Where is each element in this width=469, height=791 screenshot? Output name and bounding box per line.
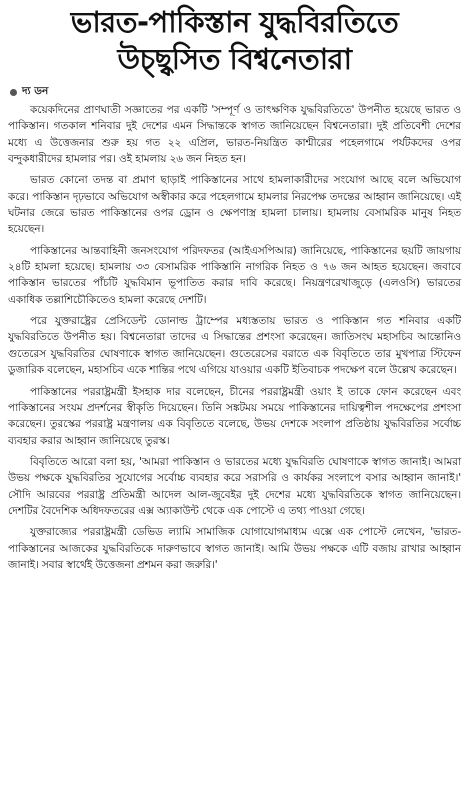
paragraph-6: বিবৃতিতে আরো বলা হয়, 'আমরা পাকিস্তান ও ভারতের মধ্যে যুদ্ধবিরতি ঘোষণাকে স্বাগত জানাই। আমরা উভয় পক্ষকে যুদ্ধবিরতির সুযোগের সর্বোচ্চ ব্যবহার করে সরাসরি ও কার্যকর সংলাপে বসার আহ্বান জানাই।' সৌদি আরবের পররাষ্ট্র প্রতিমন্ত্রী আদেল আল-জুবেইর দুই দেশের মধ্যে যুদ্ধবিরতিকে স্বাগত জানিয়েছেন। দেশটির বৈদেশিক অধিদফতরের এক্স অ্যাকাউন্ট থেকে এক পোস্টে এ তথ্য পাওয়া গেছে।: [8, 455, 461, 517]
headline-line-2: উচ্ছ্বসিত বিশ্বনেতারা: [117, 42, 352, 76]
paragraph-1: কয়েকদিনের প্রাণঘাতী সজ্ঞাতের পর একটি 'সম্পূর্ণ ও তাৎক্ষণিক যুদ্ধবিরতিতে' উপনীত হয়েছে ভারত ও পাকিস্তান। গতকাল শনিবার দুই দেশের এমন সিদ্ধান্তকে স্বাগত জানিয়েছেন বিশ্বনেতারা। দুই প্রতিবেশী দেশের মধ্যে এ উত্তেজনার শুরু হয় গত ২২ এপ্রিল, ভারত-নিয়ন্ত্রিত কাশ্মীরের পহেলগামে পর্যটকদের ওপর বন্দুকধারীদের হামলার পর। ওই হামলায় ২৬ জন নিহত হন।: [8, 104, 461, 166]
byline: [10, 84, 461, 100]
paragraph-2: ভারত কোনো তদন্ত বা প্রমাণ ছাড়াই পাকিস্তানের সাথে হামলাকারীদের সংযোগ আছে বলে অভিযোগ করে। পাকিস্তান দৃঢ়ভাবে অভিযোগ অস্বীকার করে পহেলগামে হামলার নিরপেক্ষ তদন্তের আহ্বান জানিয়েছে। এই ঘটনার জেরে ভারত পাকিস্তানের ওপর ড্রোন ও ক্ষেপণাস্ত্র হামলা চালায়। হামলায় বেসামরিক মানুষ নিহত হয়েছেন।: [8, 174, 461, 236]
paragraph-3: পাকিস্তানের আন্তবাহিনী জনসংযোগ পরিদফতর (আইএসপিআর) জানিয়েছে, পাকিস্তানের ছয়টি জায়গায় ২৪টি হামলা হয়েছে। হামলায় ৩৩ বেসামরিক পাকিস্তানি নাগরিক নিহত ও ৭৬ জন আহত হয়েছেন। জবাবে পাকিস্তান ভারতের পাঁচটি যুদ্ধবিমান ভূপাতিত করার দাবি করেছে। নিয়ন্ত্রণরেখাজুড়ে (এলওসি) ভারতের একাধিক তল্লাশিচৌকিতেও হামলা করেছে দেশটি।: [8, 244, 461, 306]
paragraph-5: পাকিস্তানের পররাষ্ট্রমন্ত্রী ইসহাক দার বলেছেন, চীনের পররাষ্ট্রমন্ত্রী ওয়াং ই তাকে ফোন করেছেন এবং পাকিস্তানের সংযম প্রদর্শনের স্বীকৃতি দিয়েছেন। তিনি সঙ্কটময় সময়ে পাকিস্তানের দায়িত্বশীল পদক্ষেপের প্রশংসা করেছেন। তুরস্কের পররাষ্ট্র মন্ত্রণালয় এক বিবৃতিতে বলেছে, উভয় দেশকে সংলাপ প্রতিষ্ঠায় যুদ্ধবিরতির সর্বোচ্চ ব্যবহার করার আহ্বান জানিয়েছে তুরস্ক।: [8, 385, 461, 447]
article-body: [8, 102, 461, 573]
paragraph-7: যুক্তরাজ্যের পররাষ্ট্রমন্ত্রী ডেভিড ল্যামি সামাজিক যোগাযোগমাধ্যম এক্সে এক পোস্টে লেখেন, 'ভারত-পাকিস্তানের আজকের যুদ্ধবিরতিকে দারুণভাবে স্বাগত জানাই। আমি উভয় পক্ষকে এটি বজায় রাখার আহ্বান জানাই। সবার স্বার্থেই উত্তেজনা প্রশমন করা জরুরি।': [8, 526, 461, 571]
bullet-dot-icon: [10, 89, 17, 96]
headline-line-1: ভারত-পাকিস্তান যুদ্ধবিরতিতে: [70, 5, 399, 39]
source-label: দ্য ডন: [22, 84, 49, 97]
article-headline: [8, 4, 461, 78]
paragraph-4: পরে যুক্তরাষ্ট্রের প্রেসিডেন্ট ডোনাল্ড ট্রাম্পের মধ্যস্ততায় ভারত ও পাকিস্তান গত শনিবার একটি যুদ্ধবিরতিতে উপনীত হয়। বিশ্বনেতারা তাদের এ সিদ্ধান্তের প্রশংসা করেছেন। জাতিসংঘ মহাসচিব আন্তোনিও গুতেরেস যুদ্ধবিরতির ঘোষণাকে স্বাগত জানিয়েছেন। গুতেরেসের বরাতে এক বিবৃতিতে তার মুখপাত্র স্টিফেন ডুজারিক বলেছেন, মহাসচিব একে শান্তির পথে এগিয়ে যাওয়ার একটি ইতিবাচক পদক্ষেপ বলে উল্লেখ করেছেন।: [8, 315, 461, 377]
